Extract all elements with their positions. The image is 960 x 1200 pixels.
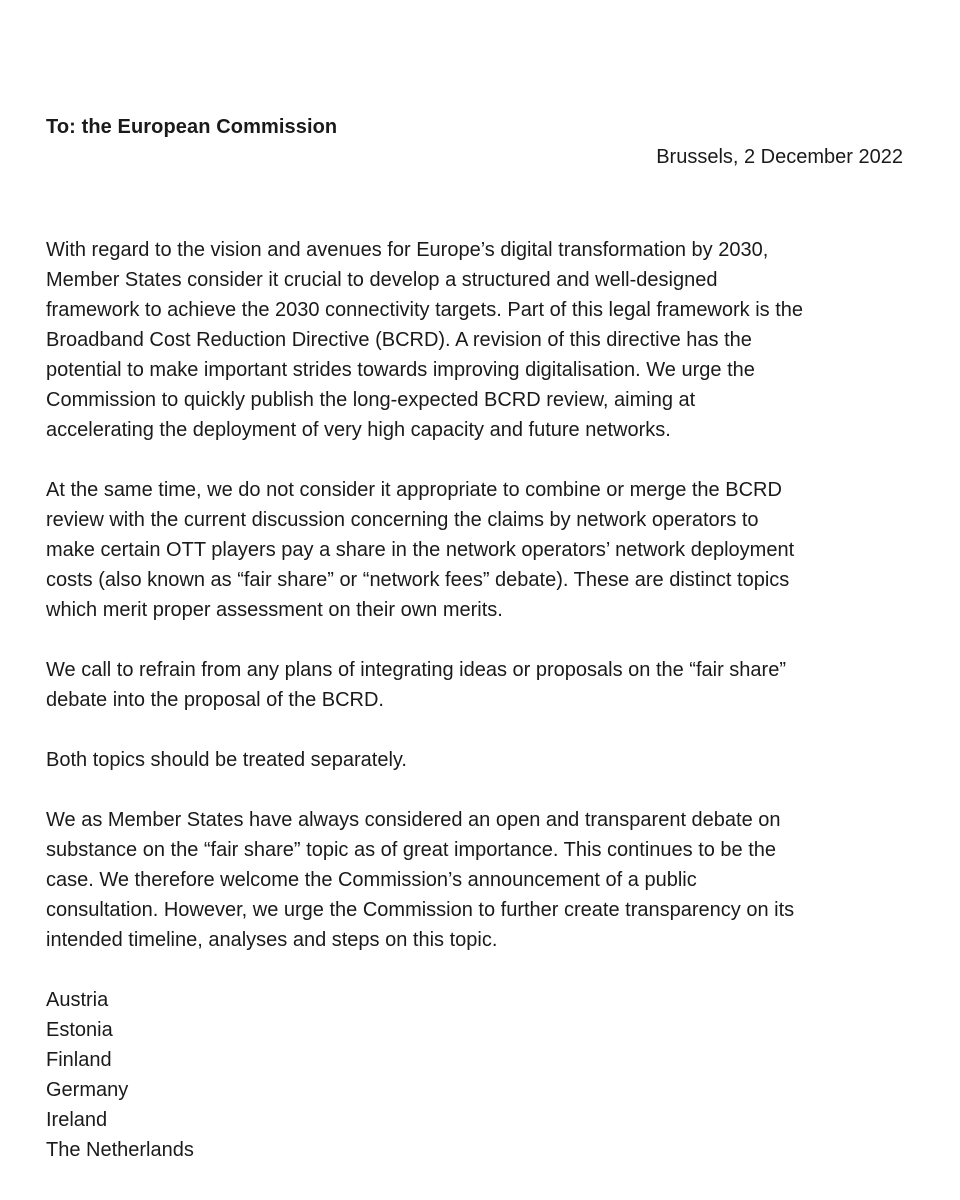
text-line: make certain OTT players pay a share in the network operators’ network deployment xyxy=(46,539,795,561)
signatory-netherlands: The Netherlands xyxy=(46,1139,194,1161)
text-line: Broadband Cost Reduction Directive (BCRD). A revision of this directive has the xyxy=(46,329,752,351)
signatory-list xyxy=(46,985,926,1165)
text-line: Both topics should be treated separately. xyxy=(46,749,407,771)
paragraph-bcrd-revision xyxy=(46,235,926,445)
place-and-date: Brussels, 2 December 2022 xyxy=(656,146,903,168)
text-line: costs (also known as “fair share” or “network fees” debate). These are distinct topics xyxy=(46,569,790,591)
paragraph-fair-share-separation xyxy=(46,475,926,625)
text-line: Member States consider it crucial to develop a structured and well-designed xyxy=(46,269,718,291)
text-line: intended timeline, analyses and steps on this topic. xyxy=(46,929,498,951)
signatory-estonia: Estonia xyxy=(46,1019,113,1041)
text-line: case. We therefore welcome the Commission’s announcement of a public xyxy=(46,869,697,891)
signatory-ireland: Ireland xyxy=(46,1109,108,1131)
text-line: review with the current discussion concerning the claims by network operators to xyxy=(46,509,759,531)
text-line: With regard to the vision and avenues for Europe’s digital transformation by 2030, xyxy=(46,239,769,261)
text-line: We as Member States have always considered an open and transparent debate on xyxy=(46,809,781,831)
paragraph-transparency xyxy=(46,805,926,955)
signatory-finland: Finland xyxy=(46,1049,112,1071)
text-line: substance on the “fair share” topic as of great importance. This continues to be the xyxy=(46,839,777,861)
text-line: potential to make important strides towards improving digitalisation. We urge the xyxy=(46,359,755,381)
signatory-austria: Austria xyxy=(46,989,109,1011)
text-line: accelerating the deployment of very high capacity and future networks. xyxy=(46,419,671,441)
paragraph-treat-separately xyxy=(46,745,926,775)
text-line: framework to achieve the 2030 connectivity targets. Part of this legal framework is the xyxy=(46,299,804,321)
text-line: Commission to quickly publish the long-expected BCRD review, aiming at xyxy=(46,389,696,411)
text-line: consultation. However, we urge the Commission to further create transparency on its xyxy=(46,899,795,921)
text-line: We call to refrain from any plans of integrating ideas or proposals on the “fair share” xyxy=(46,659,786,681)
text-line: which merit proper assessment on their own merits. xyxy=(46,599,503,621)
text-line: debate into the proposal of the BCRD. xyxy=(46,689,384,711)
signatory-germany: Germany xyxy=(46,1079,129,1101)
paragraph-refrain-call xyxy=(46,655,926,715)
text-line: At the same time, we do not consider it appropriate to combine or merge the BCRD xyxy=(46,479,782,501)
letter-body xyxy=(46,235,926,1165)
recipient-heading: To: the European Commission xyxy=(46,116,338,138)
